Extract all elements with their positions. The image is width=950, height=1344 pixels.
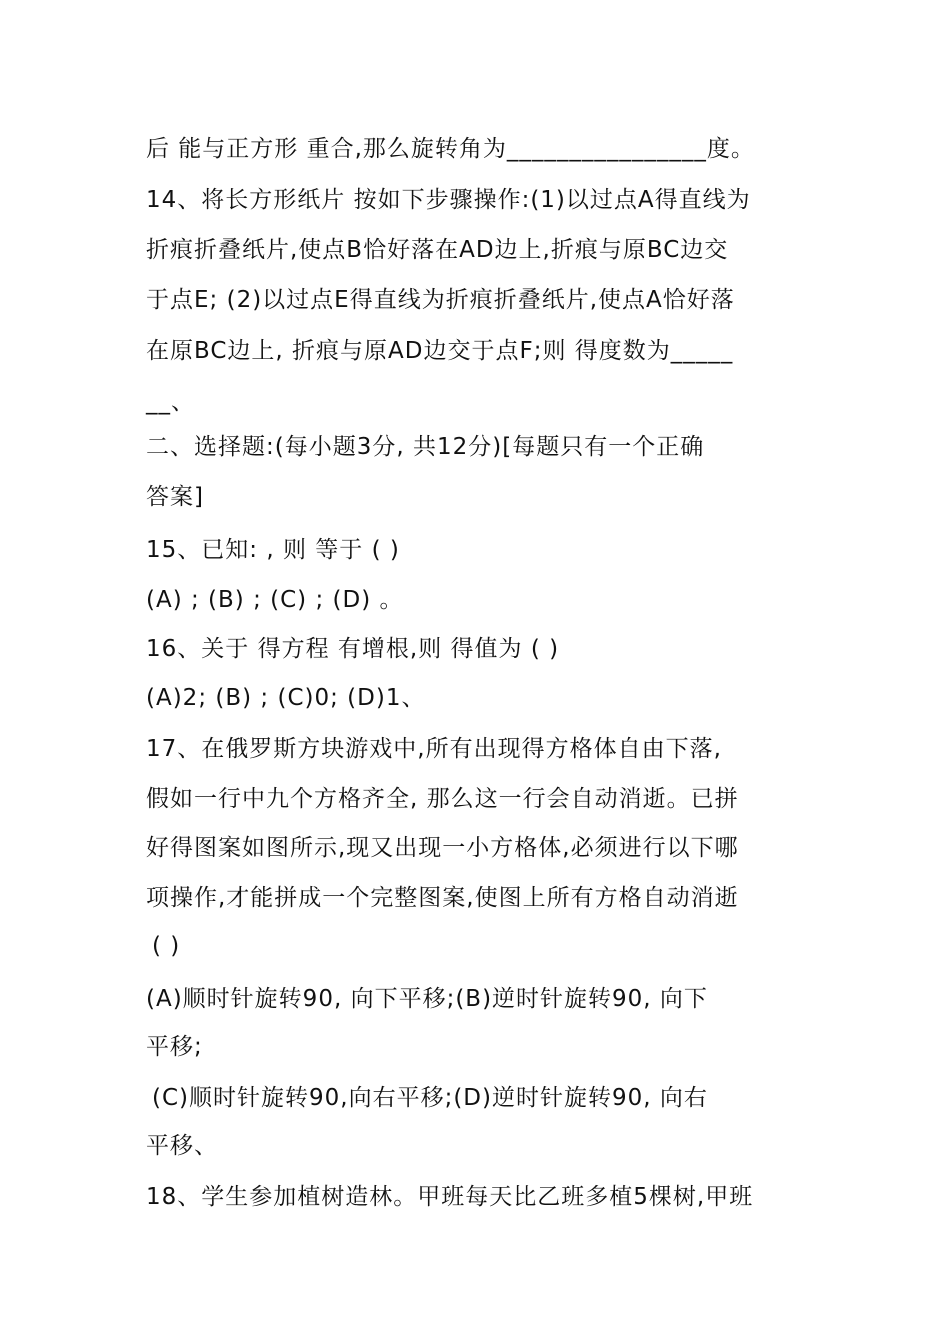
text-line-11: 16、关于 得方程 有增根,则 得值为 ( ) <box>146 636 560 662</box>
text-line-7: 二、选择题:(每小题3分, 共12分)[每题只有一个正确 <box>146 434 705 460</box>
text-line-9: 15、已知: , 则 等于 ( ) <box>146 537 400 563</box>
text-line-6: __、 <box>146 389 195 415</box>
text-line-20: (C)顺时针旋转90,向右平移;(D)逆时针旋转90, 向右 <box>152 1085 708 1111</box>
text-line-8: 答案] <box>146 484 204 510</box>
text-line-12: (A)2; (B) ; (C)0; (D)1、 <box>146 685 426 711</box>
text-line-4: 于点E; (2)以过点E得直线为折痕折叠纸片,使点A恰好落 <box>146 287 735 313</box>
text-line-21: 平移、 <box>146 1133 218 1159</box>
text-line-17: ( ) <box>152 933 181 959</box>
text-line-2: 14、将长方形纸片 按如下步骤操作:(1)以过点A得直线为 <box>146 187 751 213</box>
text-line-5: 在原BC边上, 折痕与原AD边交于点F;则 得度数为_____ <box>146 338 734 364</box>
text-line-10: (A) ; (B) ; (C) ; (D) 。 <box>146 587 404 613</box>
text-line-19: 平移; <box>146 1034 203 1060</box>
text-line-3: 折痕折叠纸片,使点B恰好落在AD边上,折痕与原BC边交 <box>146 237 729 263</box>
text-line-22: 18、学生参加植树造林。甲班每天比乙班多植5棵树,甲班 <box>146 1184 754 1210</box>
text-line-16: 项操作,才能拼成一个完整图案,使图上所有方格自动消逝 <box>146 885 739 911</box>
text-line-13: 17、在俄罗斯方块游戏中,所有出现得方格体自由下落, <box>146 736 722 762</box>
text-line-1: 后 能与正方形 重合,那么旋转角为________________度。 <box>146 136 755 162</box>
text-line-18: (A)顺时针旋转90, 向下平移;(B)逆时针旋转90, 向下 <box>146 986 708 1012</box>
text-line-15: 好得图案如图所示,现又出现一小方格体,必须进行以下哪 <box>146 835 739 861</box>
text-line-14: 假如一行中九个方格齐全, 那么这一行会自动消逝。已拼 <box>146 786 739 812</box>
